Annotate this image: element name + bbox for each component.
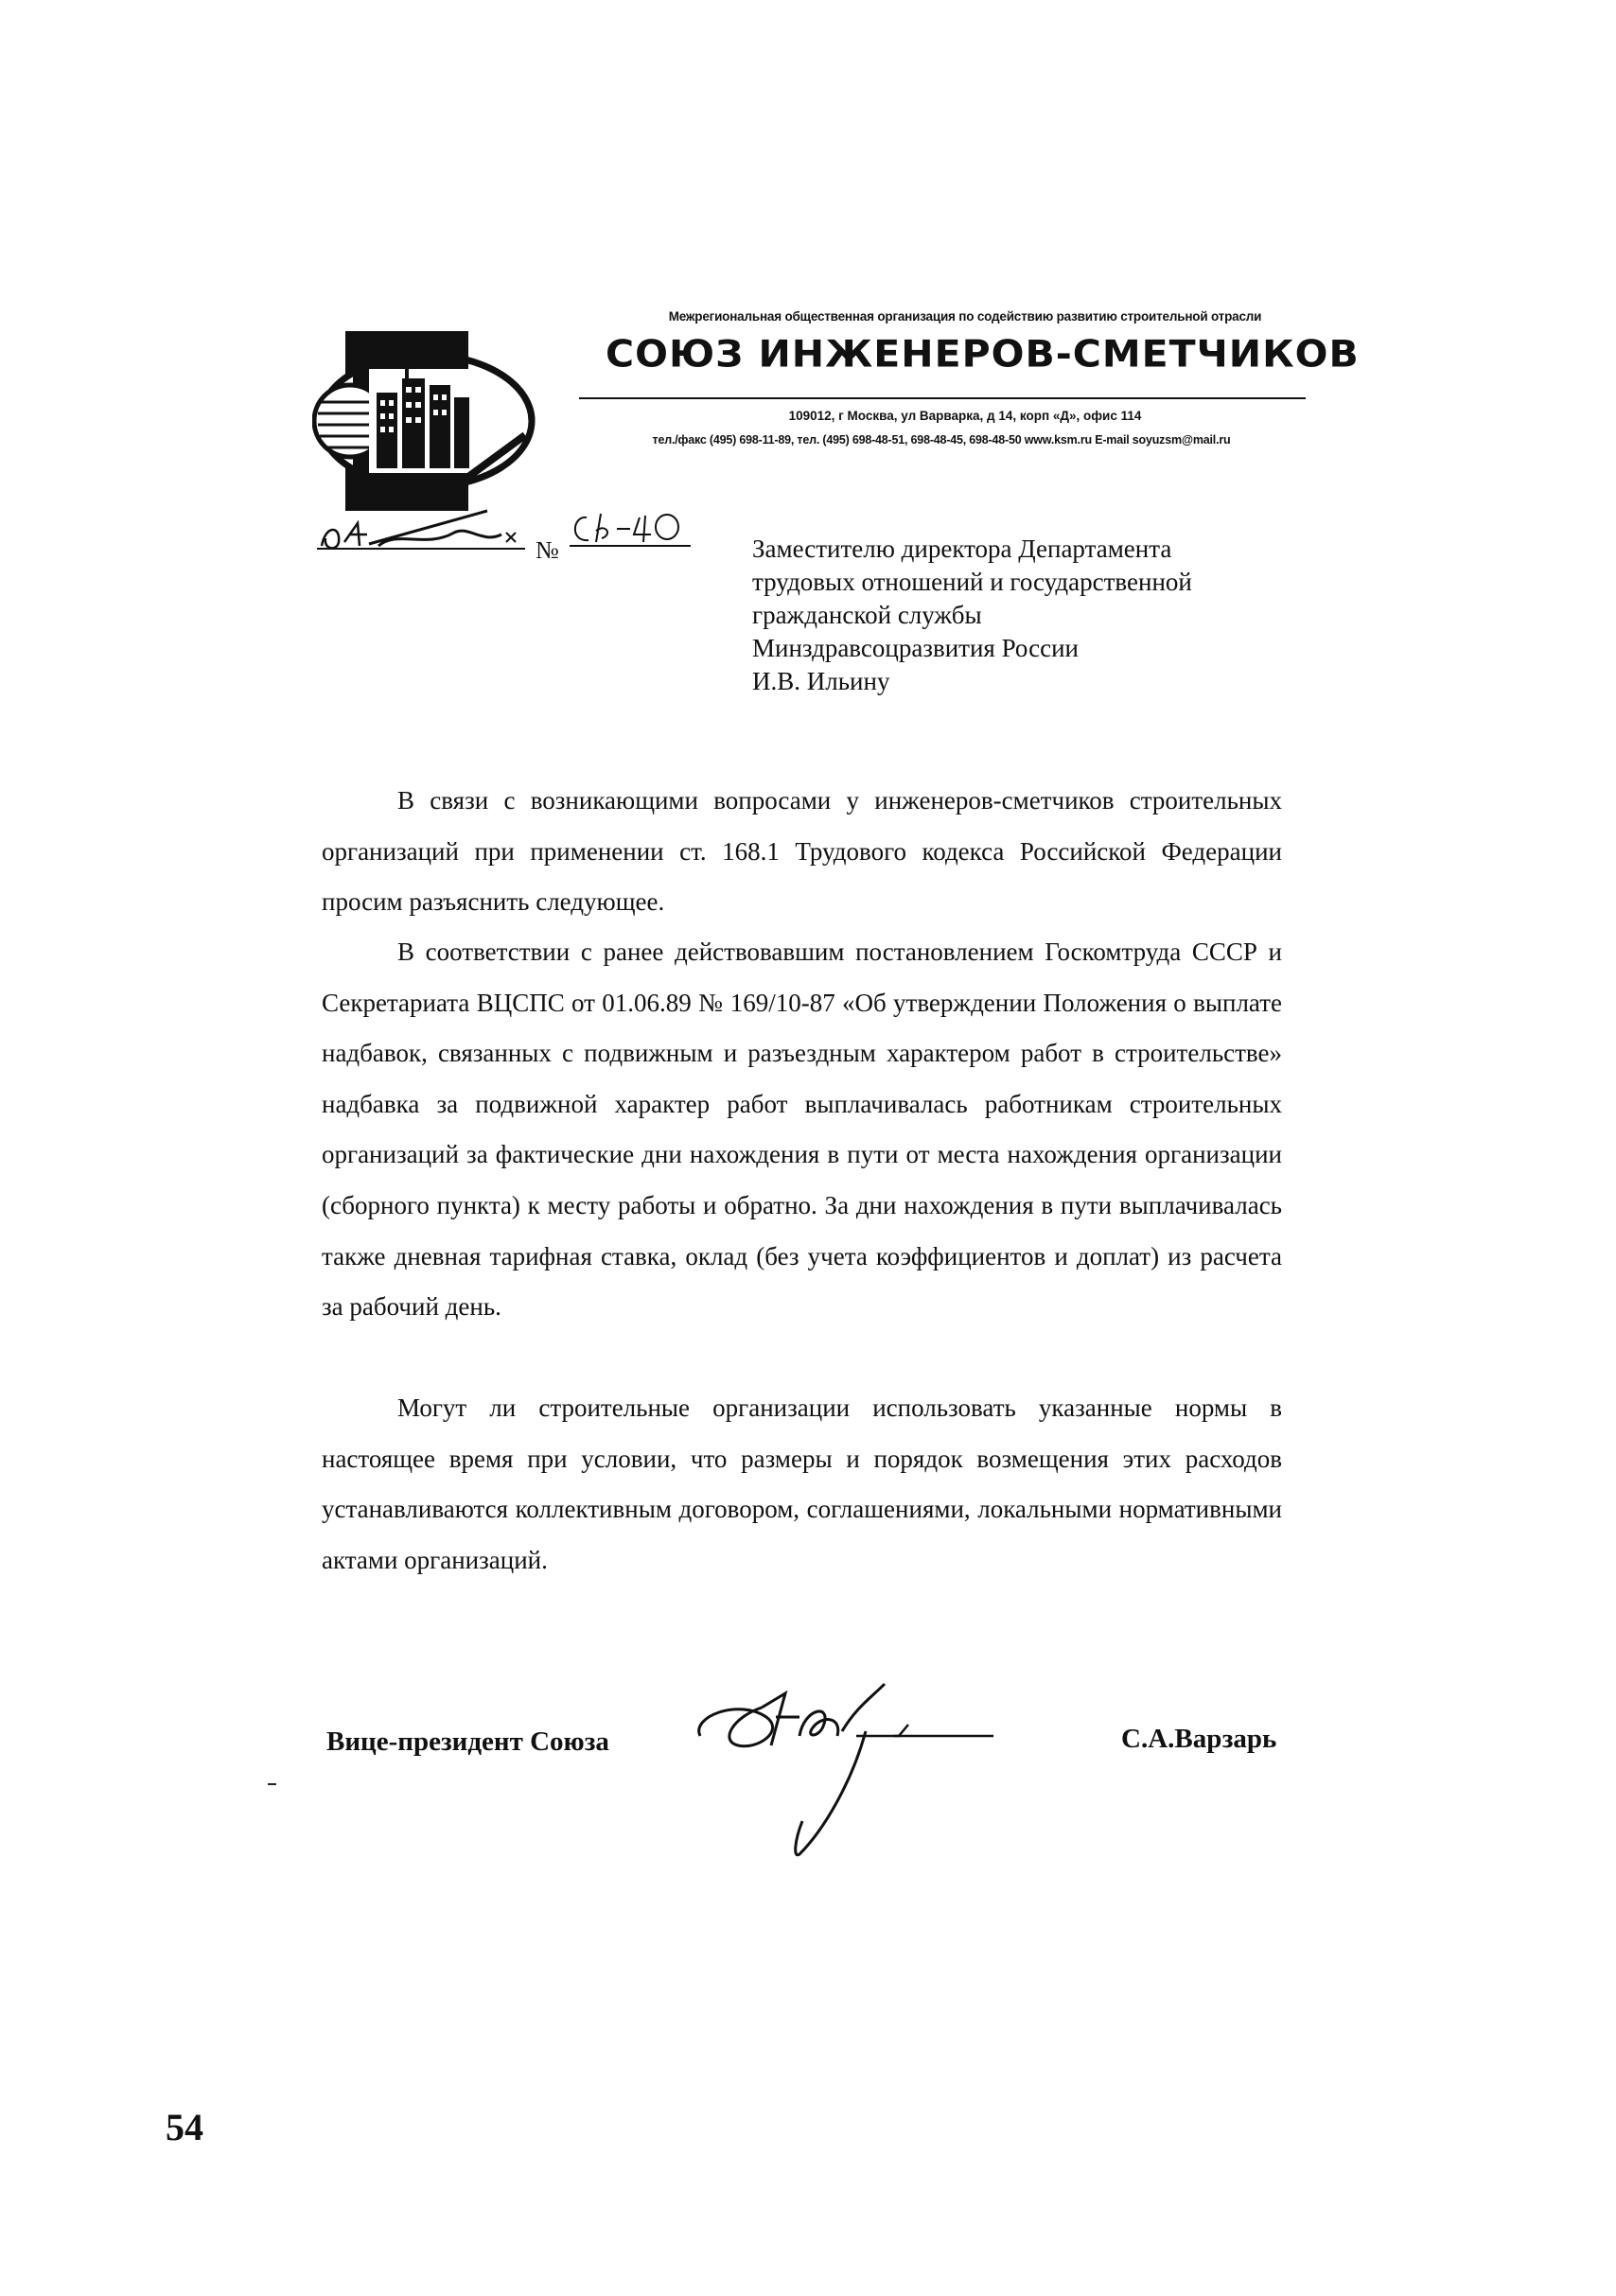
outgoing-number-stamp: [312, 506, 719, 577]
letterhead-divider: [579, 397, 1306, 399]
signer-title: Вице-президент Союза: [326, 1726, 609, 1757]
organization-address: 109012, г Москва, ул Варварка, д 14, корп «Д», офис 114: [788, 409, 1142, 423]
addressee-block: [752, 533, 1282, 698]
body-paragraph: В связи с возникающими вопросами у инженеров-сметчиков строительных организаций при применении ст. 168.1 Трудового кодекса Российской Федерации просим разъяснить следующее.: [322, 786, 1282, 917]
organization-name: СОЮЗ ИНЖЕНЕРОВ-СМЕТЧИКОВ: [606, 332, 1360, 376]
signer-name: С.А.Варзарь: [1121, 1724, 1277, 1754]
organization-logo: [312, 326, 539, 516]
body-paragraph: Могут ли строительные организации использовать указанные нормы в настоящее время при условии, что размеры и порядок возмещения этих расходов устанавливаются коллективным договором, соглашениями, локальными нормативными актами организаций.: [322, 1393, 1282, 1574]
organization-contacts: тел./факс (495) 698-11-89, тел. (495) 698-48-51, 698-48-45, 698-48-50 www.ksm.ru E-mail soyuzsm@mail.ru: [652, 433, 1231, 447]
organization-description: Межрегиональная общественная организация по содействию развитию строительной отрасли: [668, 309, 1262, 324]
addressee-line: Заместителю директора Департамента: [752, 535, 1172, 563]
handwritten-date-icon: [312, 506, 719, 577]
addressee-line: гражданской службы: [752, 601, 982, 629]
body-paragraph: В соответствии с ранее действовавшим постановлением Госкомтруда СССР и Секретариата ВЦСПС от 01.06.89 № 169/10-87 «Об утверждении Положения о выплате надбавок, связанных с подвижным и разъездным характером работ в строительстве» надбавка за подвижной характер работ выплачивалась работникам строительных организаций за фактические дни нахождения в пути от места нахождения организации (сборного пункта) к месту работы и обратно. За дни нахождения в пути выплачивалась также дневная тарифная ставка, оклад (без учета коэффициентов и доплат) из расчета за рабочий день.: [322, 938, 1282, 1322]
handwritten-signature-icon: [681, 1679, 1022, 1868]
scan-artifact: [268, 1783, 276, 1785]
addressee-line: И.В. Ильину: [752, 667, 890, 695]
page-number: 54: [166, 2106, 203, 2148]
number-sign: №: [536, 536, 559, 564]
addressee-line: Минздравсоцразвития России: [752, 634, 1079, 662]
addressee-line: трудовых отношений и государственной: [752, 568, 1192, 596]
